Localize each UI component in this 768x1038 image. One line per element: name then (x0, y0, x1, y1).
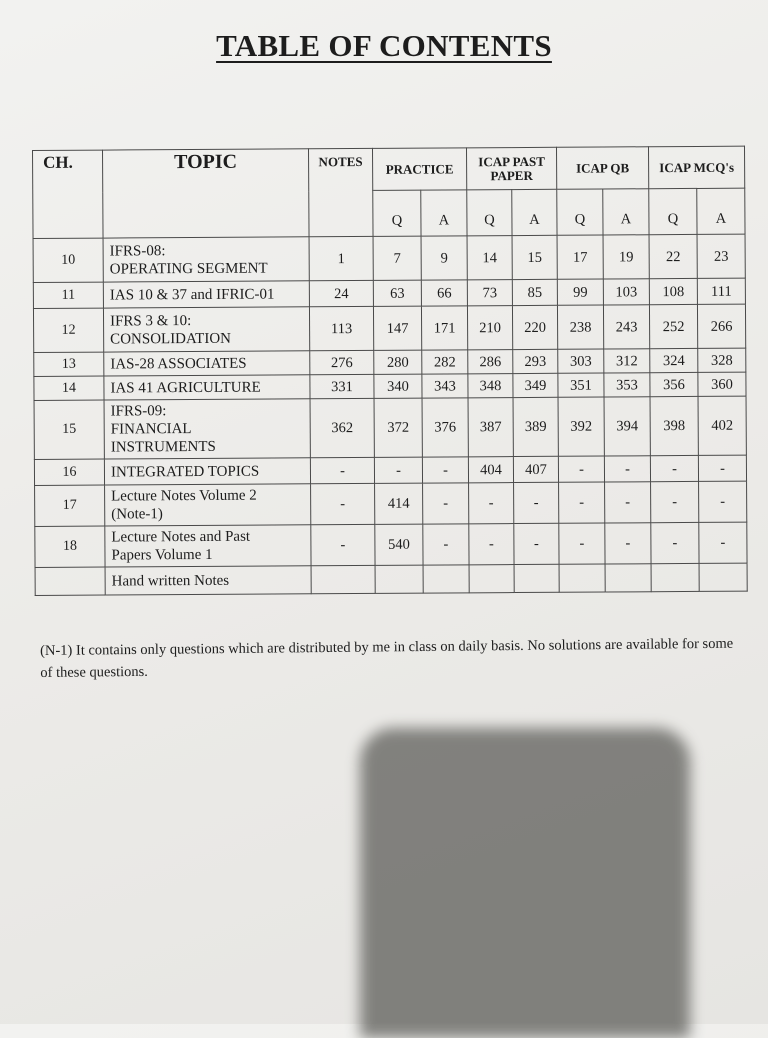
practice-q-cell (375, 565, 423, 593)
qb-q-cell: - (559, 523, 605, 564)
practice-a-cell: - (423, 524, 469, 565)
toc-body (33, 234, 747, 595)
past-paper-q-cell: 210 (467, 306, 512, 350)
mcq-q-cell: 252 (649, 304, 697, 348)
mcq-q-cell: 356 (650, 372, 698, 396)
chapter-cell: 16 (34, 459, 104, 485)
practice-a-cell: - (423, 483, 469, 524)
qb-q-cell: 99 (557, 279, 603, 305)
toc-table-wrapper (32, 146, 747, 596)
practice-a-cell: - (422, 457, 468, 483)
hand-shadow (360, 728, 690, 1038)
chapter-cell: 10 (33, 238, 103, 282)
practice-q-cell: 540 (375, 524, 423, 565)
mcq-q-cell: 108 (649, 278, 697, 304)
practice-a-cell: 9 (421, 236, 467, 280)
practice-a-cell (423, 565, 469, 593)
notes-cell: 24 (309, 280, 373, 306)
page-title (0, 28, 768, 64)
past-paper-a-cell: 85 (512, 279, 557, 305)
toc-table (32, 146, 748, 596)
past-paper-q-cell: 73 (467, 280, 512, 306)
footnote: (N-1) It contains only questions which are distributed by me in class on daily basis. No solutions are available for some of these questions. (40, 635, 734, 681)
practice-q-cell: 372 (374, 398, 422, 457)
table-row (33, 234, 745, 282)
practice-q-cell: - (374, 457, 422, 483)
notes-cell: - (311, 483, 375, 524)
mcq-a-cell: 328 (698, 348, 746, 372)
qb-a-cell: 243 (603, 305, 649, 349)
qb-q-cell: - (558, 456, 604, 482)
notes-cell: 276 (310, 350, 374, 374)
qb-a-cell: - (604, 456, 650, 482)
subheader-q: Q (373, 190, 421, 236)
subheader-q: Q (649, 188, 697, 234)
notes-cell: 331 (310, 374, 374, 398)
topic-cell: IFRS 3 & 10: CONSOLIDATION (103, 307, 309, 352)
practice-q-cell: 147 (373, 306, 421, 350)
topic-cell: IFRS-08: OPERATING SEGMENT (103, 237, 309, 282)
header-notes: NOTES (308, 148, 373, 236)
qb-q-cell: 303 (558, 349, 604, 373)
mcq-a-cell: - (699, 481, 747, 522)
chapter-cell: 13 (34, 352, 104, 376)
past-paper-q-cell: 387 (468, 398, 513, 457)
mcq-a-cell (699, 563, 747, 591)
qb-a-cell: 19 (603, 235, 649, 279)
qb-q-cell: - (559, 482, 605, 523)
mcq-a-cell: 360 (698, 372, 746, 396)
qb-q-cell: 351 (558, 373, 604, 397)
chapter-cell: 15 (34, 400, 104, 459)
topic-cell: IAS-28 ASSOCIATES (104, 351, 310, 376)
notes-cell: - (310, 457, 374, 483)
topic-cell: IAS 41 AGRICULTURE (104, 375, 310, 400)
subheader-a: A (697, 188, 745, 234)
practice-a-cell: 343 (422, 374, 468, 398)
qb-a-cell: - (605, 523, 651, 564)
past-paper-a-cell: 389 (513, 397, 558, 456)
notes-cell: 113 (309, 306, 373, 350)
table-row (35, 563, 747, 595)
qb-q-cell: 392 (558, 397, 604, 456)
past-paper-q-cell: - (469, 524, 514, 565)
mcq-q-cell: 398 (650, 396, 698, 455)
table-row (34, 396, 746, 459)
page-title-text: TABLE OF CONTENTS (216, 28, 552, 63)
past-paper-q-cell: 348 (468, 374, 513, 398)
qb-q-cell: 17 (557, 235, 603, 279)
notes-cell: 1 (309, 236, 373, 280)
mcq-q-cell: - (650, 455, 698, 481)
chapter-cell: 11 (33, 282, 103, 308)
mcq-q-cell: 324 (650, 348, 698, 372)
notes-cell: 362 (310, 398, 374, 457)
practice-q-cell: 280 (374, 350, 422, 374)
header-icap-qb: ICAP QB (556, 147, 648, 190)
practice-q-cell: 7 (373, 236, 421, 280)
mcq-a-cell: - (698, 455, 746, 481)
practice-a-cell: 171 (421, 306, 467, 350)
past-paper-q-cell (469, 565, 514, 593)
subheader-a: A (421, 190, 467, 236)
topic-cell: INTEGRATED TOPICS (104, 458, 310, 485)
past-paper-a-cell: 293 (513, 349, 558, 373)
table-row (33, 304, 745, 352)
past-paper-a-cell: - (514, 482, 559, 523)
mcq-q-cell (651, 563, 699, 591)
topic-cell: IAS 10 & 37 and IFRIC-01 (103, 281, 309, 308)
chapter-cell: 17 (35, 485, 105, 526)
chapter-cell: 14 (34, 376, 104, 400)
mcq-q-cell: 22 (649, 234, 697, 278)
header-icap-mcqs: ICAP MCQ's (648, 146, 744, 189)
topic-cell: Lecture Notes and Past Papers Volume 1 (105, 525, 311, 567)
mcq-a-cell: 23 (697, 234, 745, 278)
qb-a-cell: 394 (604, 397, 650, 456)
subheader-a: A (512, 189, 557, 235)
header-ch: CH. (33, 150, 104, 238)
header-practice: PRACTICE (372, 148, 466, 191)
mcq-a-cell: 111 (697, 278, 745, 304)
mcq-a-cell: 266 (697, 304, 745, 348)
practice-a-cell: 282 (422, 350, 468, 374)
past-paper-a-cell: 407 (513, 456, 558, 482)
header-icap-past-paper: ICAP PAST PAPER (466, 147, 556, 190)
notes-cell: - (311, 524, 375, 565)
topic-cell: Hand written Notes (105, 566, 311, 595)
past-paper-a-cell (514, 564, 559, 592)
chapter-cell: 18 (35, 526, 105, 567)
practice-q-cell: 340 (374, 374, 422, 398)
subheader-a: A (603, 189, 649, 235)
qb-a-cell: 353 (604, 373, 650, 397)
qb-q-cell (559, 564, 605, 592)
past-paper-q-cell: 404 (468, 457, 513, 483)
past-paper-q-cell: - (469, 483, 514, 524)
topic-cell: IFRS-09: FINANCIAL INSTRUMENTS (104, 399, 310, 459)
qb-a-cell: 312 (604, 349, 650, 373)
mcq-a-cell: - (699, 522, 747, 563)
subheader-q: Q (557, 189, 603, 235)
header-topic: TOPIC (103, 149, 310, 238)
notes-cell (311, 565, 375, 593)
qb-q-cell: 238 (557, 305, 603, 349)
chapter-cell: 12 (33, 308, 103, 352)
practice-q-cell: 63 (373, 280, 421, 306)
past-paper-a-cell: 15 (512, 235, 557, 279)
mcq-a-cell: 402 (698, 396, 746, 455)
table-row (35, 481, 747, 526)
past-paper-a-cell: - (514, 523, 559, 564)
qb-a-cell: - (605, 482, 651, 523)
past-paper-q-cell: 14 (467, 236, 512, 280)
subheader-q: Q (467, 190, 512, 236)
past-paper-q-cell: 286 (468, 350, 513, 374)
past-paper-a-cell: 349 (513, 373, 558, 397)
mcq-q-cell: - (651, 481, 699, 522)
header-row (33, 146, 745, 192)
table-row (35, 522, 747, 567)
past-paper-a-cell: 220 (512, 305, 557, 349)
practice-q-cell: 414 (375, 483, 423, 524)
topic-cell: Lecture Notes Volume 2 (Note-1) (105, 484, 311, 526)
qb-a-cell: 103 (603, 279, 649, 305)
chapter-cell (35, 567, 105, 595)
mcq-q-cell: - (651, 522, 699, 563)
practice-a-cell: 66 (421, 280, 467, 306)
practice-a-cell: 376 (422, 398, 468, 457)
qb-a-cell (605, 564, 651, 592)
